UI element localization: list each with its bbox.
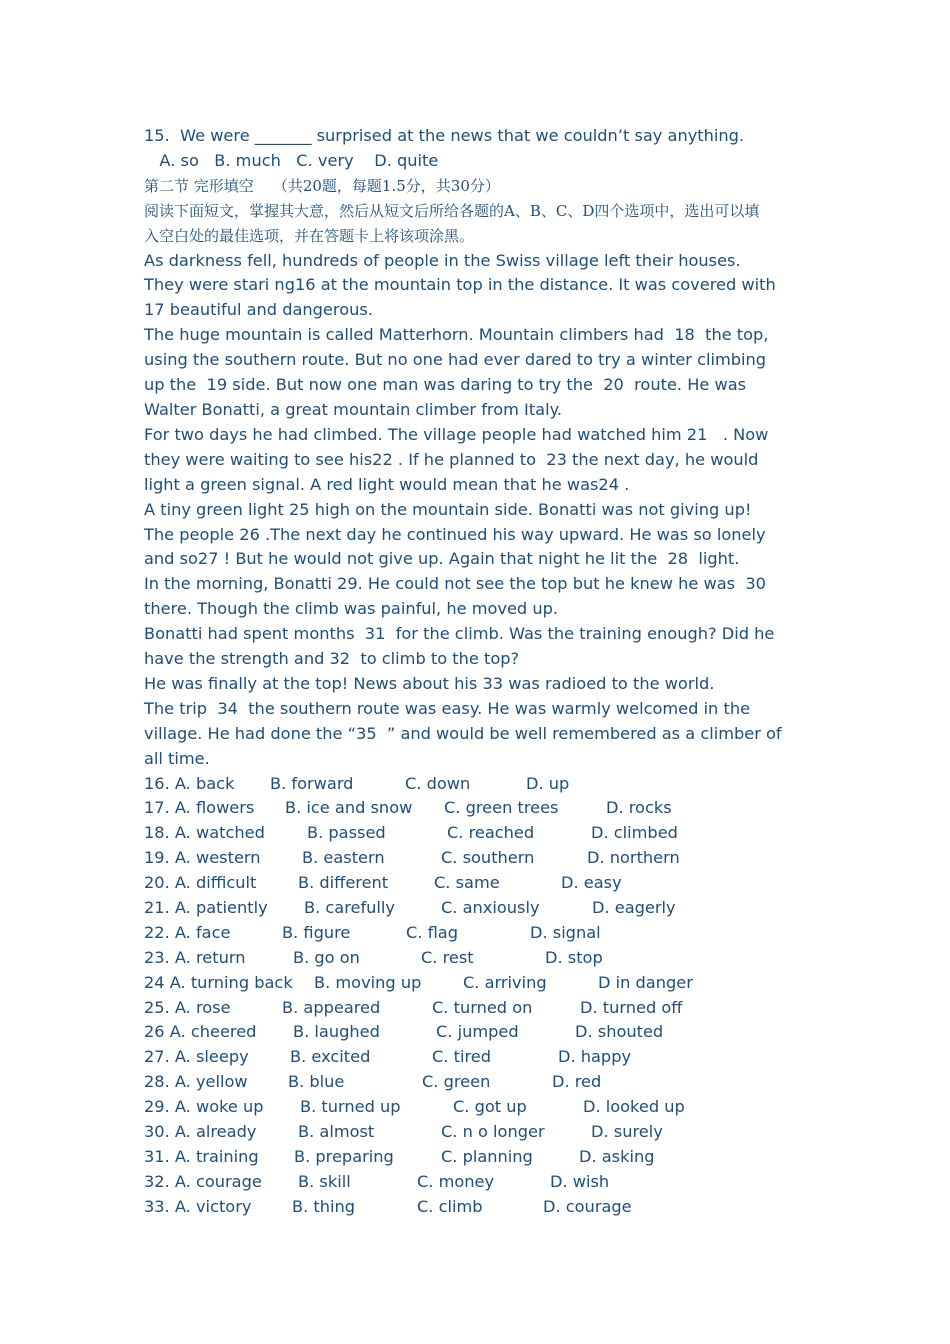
option-c: C. rest — [421, 947, 474, 967]
option-a: 18. A. watched — [144, 823, 265, 843]
option-row — [144, 772, 824, 797]
option-d: D. eagerly — [592, 898, 676, 918]
option-c: C. planning — [441, 1146, 533, 1166]
option-row — [144, 871, 824, 896]
option-d: D. red — [552, 1072, 602, 1092]
option-c: C. down — [405, 773, 471, 793]
option-a: 26 A. cheered — [144, 1022, 257, 1042]
passage-line: have the strength and 32 to climb to the top? — [144, 649, 520, 669]
document-page — [144, 124, 824, 1220]
passage-line: Walter Bonatti, a great mountain climber from Italy. — [144, 399, 563, 419]
option-b: B. skill — [298, 1171, 351, 1191]
option-b: B. passed — [307, 823, 386, 843]
option-b: B. go on — [293, 947, 360, 967]
option-d: D. shouted — [575, 1022, 664, 1042]
option-d: D. easy — [561, 873, 622, 893]
option-c: C. anxiously — [441, 898, 540, 918]
option-d: D. surely — [591, 1122, 663, 1142]
option-a: 23. A. return — [144, 947, 246, 967]
passage-line: The trip 34 the southern route was easy. He was warmly welcomed in the — [144, 698, 751, 718]
option-a: 30. A. already — [144, 1122, 257, 1142]
option-row — [144, 1045, 824, 1070]
option-b: B. laughed — [293, 1022, 380, 1042]
option-c: C. green trees — [444, 798, 559, 818]
option-d: D. asking — [579, 1146, 655, 1166]
option-c: C. green — [422, 1072, 491, 1092]
option-row — [144, 946, 824, 971]
passage-line: all time. — [144, 748, 210, 768]
passage-line: up the 19 side. But now one man was daring to try the 20 route. He was — [144, 375, 747, 395]
option-row — [144, 1095, 824, 1120]
option-c: C. reached — [447, 823, 535, 843]
option-row — [144, 1120, 824, 1145]
option-b: B. figure — [282, 922, 351, 942]
option-d: D. signal — [530, 922, 601, 942]
option-row — [144, 796, 824, 821]
option-row — [144, 821, 824, 846]
passage-line: 17 beautiful and dangerous. — [144, 300, 373, 320]
option-d: D. happy — [558, 1047, 632, 1067]
option-d: D. turned off — [580, 997, 683, 1017]
option-b: B. eastern — [302, 848, 385, 868]
option-c: C. southern — [441, 848, 535, 868]
option-b: B. turned up — [300, 1097, 401, 1117]
option-row — [144, 1170, 824, 1195]
option-c: C. arriving — [463, 972, 547, 992]
option-d: D in danger — [598, 972, 693, 992]
option-a: 25. A. rose — [144, 997, 231, 1017]
option-c: C. climb — [417, 1196, 483, 1216]
option-row — [144, 971, 824, 996]
option-a: 21. A. patiently — [144, 898, 268, 918]
option-b: B. forward — [270, 773, 354, 793]
option-d: D. climbed — [591, 823, 678, 843]
option-c: C. got up — [453, 1097, 527, 1117]
option-row — [144, 921, 824, 946]
option-d: D. courage — [543, 1196, 632, 1216]
passage-line: A tiny green light 25 high on the mountain side. Bonatti was not giving up! — [144, 499, 752, 519]
option-b: B. carefully — [304, 898, 396, 918]
option-a: 31. A. training — [144, 1146, 259, 1166]
instructions-line: 入空白处的最佳选项，并在答题卡上将该项涂黑。 — [144, 226, 475, 245]
option-c: C. n o longer — [441, 1122, 545, 1142]
passage-line: using the southern route. But no one had ever dared to try a winter climbing — [144, 350, 767, 370]
q15-stem: 15. We were _______ surprised at the news that we couldn’t say anything. — [144, 126, 745, 145]
option-row — [144, 1020, 824, 1045]
option-a: 32. A. courage — [144, 1171, 262, 1191]
passage-line: For two days he had climbed. The village people had watched him 21 . Now — [144, 424, 769, 444]
passage-line: village. He had done the “35 ” and would be well remembered as a climber of — [144, 723, 782, 743]
passage-line: Bonatti had spent months 31 for the climb. Was the training enough? Did he — [144, 624, 775, 644]
passage-line: and so27 ! But he would not give up. Again that night he lit the 28 light. — [144, 549, 740, 569]
option-a: 24 A. turning back — [144, 972, 293, 992]
section-title: 第二节 完形填空 （共20题，每题1.5分，共30分） — [144, 176, 500, 195]
option-b: B. ice and snow — [285, 798, 413, 818]
option-c: C. flag — [406, 922, 458, 942]
option-d: D. northern — [587, 848, 680, 868]
passage-line: they were waiting to see his22 . If he planned to 23 the next day, he would — [144, 449, 759, 469]
passage — [144, 249, 824, 772]
option-b: B. almost — [298, 1122, 375, 1142]
option-b: B. thing — [292, 1196, 356, 1216]
option-c: C. money — [417, 1171, 495, 1191]
option-b: B. excited — [290, 1047, 371, 1067]
option-row — [144, 896, 824, 921]
option-c: C. same — [434, 873, 500, 893]
option-list — [144, 772, 824, 1220]
q15-options: A. so B. much C. very D. quite — [144, 150, 439, 170]
option-a: 22. A. face — [144, 922, 231, 942]
option-c: C. tired — [432, 1047, 491, 1067]
option-row — [144, 1145, 824, 1170]
option-a: 19. A. western — [144, 848, 261, 868]
option-a: 20. A. difficult — [144, 873, 257, 893]
option-d: D. up — [526, 773, 570, 793]
option-d: D. rocks — [606, 798, 672, 818]
option-b: B. different — [298, 873, 389, 893]
option-b: B. moving up — [314, 972, 422, 992]
passage-line: light a green signal. A red light would mean that he was24 . — [144, 474, 630, 494]
option-b: B. appeared — [282, 997, 381, 1017]
option-d: D. wish — [550, 1171, 610, 1191]
option-row — [144, 1070, 824, 1095]
option-a: 16. A. back — [144, 773, 235, 793]
option-row — [144, 996, 824, 1021]
passage-line: The people 26 .The next day he continued his way upward. He was so lonely — [144, 524, 766, 544]
option-b: B. blue — [288, 1072, 345, 1092]
option-c: C. jumped — [436, 1022, 519, 1042]
instructions-line: 阅读下面短文，掌握其大意，然后从短文后所给各题的A、B、C、D四个选项中，选出可以填 — [144, 201, 760, 220]
option-b: B. preparing — [294, 1146, 394, 1166]
option-c: C. turned on — [432, 997, 533, 1017]
option-d: D. stop — [545, 947, 603, 967]
option-a: 29. A. woke up — [144, 1097, 264, 1117]
option-row — [144, 1195, 824, 1220]
passage-line: In the morning, Bonatti 29. He could not see the top but he knew he was 30 — [144, 574, 766, 594]
option-a: 27. A. sleepy — [144, 1047, 249, 1067]
passage-line: The huge mountain is called Matterhorn. Mountain climbers had 18 the top, — [144, 325, 769, 345]
option-a: 33. A. victory — [144, 1196, 252, 1216]
passage-line: He was finally at the top! News about his 33 was radioed to the world. — [144, 673, 715, 693]
option-row — [144, 846, 824, 871]
passage-line: As darkness fell, hundreds of people in the Swiss village left their houses. — [144, 250, 741, 270]
option-d: D. looked up — [583, 1097, 685, 1117]
option-a: 28. A. yellow — [144, 1072, 248, 1092]
passage-line: there. Though the climb was painful, he moved up. — [144, 599, 559, 619]
passage-line: They were stari ng16 at the mountain top in the distance. It was covered with — [144, 275, 776, 295]
option-a: 17. A. flowers — [144, 798, 255, 818]
